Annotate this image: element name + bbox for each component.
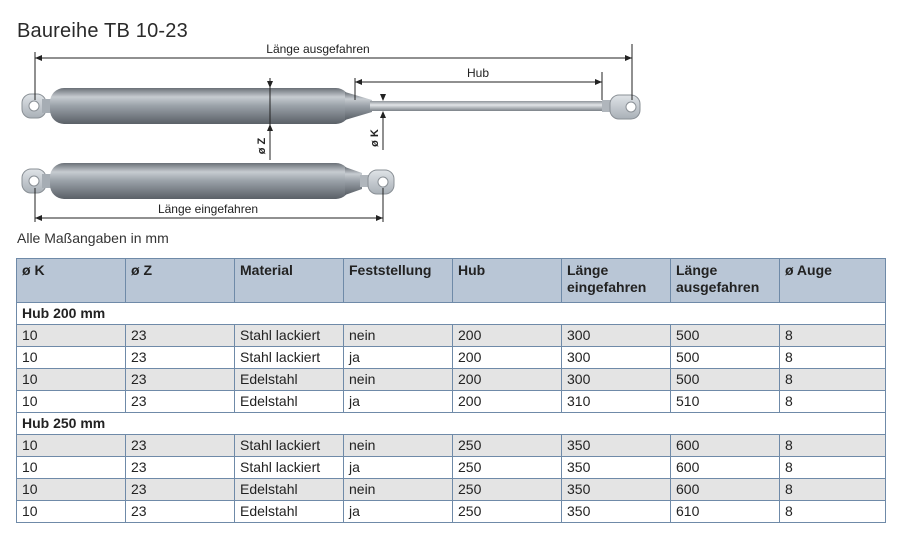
cell-lock: ja xyxy=(344,457,453,479)
table-row xyxy=(17,501,886,523)
cell-dk: 10 xyxy=(17,347,126,369)
retracted-length-label: Länge eingefahren xyxy=(157,202,259,216)
cell-lock: nein xyxy=(344,435,453,457)
cell-lock: nein xyxy=(344,479,453,501)
cell-material: Edelstahl xyxy=(235,391,344,413)
table-row xyxy=(17,435,886,457)
cell-eye: 8 xyxy=(780,347,886,369)
cell-stroke: 200 xyxy=(453,325,562,347)
column-header: ø K xyxy=(17,259,126,303)
cell-length-extended: 500 xyxy=(671,369,780,391)
cell-length-retracted: 350 xyxy=(562,435,671,457)
cell-dz: 23 xyxy=(126,325,235,347)
cell-eye: 8 xyxy=(780,325,886,347)
column-header: Länge eingefahren xyxy=(562,259,671,303)
gas-spring-diagram xyxy=(0,0,900,230)
group-label: Hub 250 mm xyxy=(17,413,886,435)
cell-dz: 23 xyxy=(126,435,235,457)
cell-length-extended: 510 xyxy=(671,391,780,413)
extended-spring xyxy=(22,88,640,124)
cell-length-extended: 600 xyxy=(671,457,780,479)
cell-lock: ja xyxy=(344,501,453,523)
cell-material: Stahl lackiert xyxy=(235,435,344,457)
cell-lock: nein xyxy=(344,369,453,391)
cell-stroke: 250 xyxy=(453,435,562,457)
cell-dz: 23 xyxy=(126,347,235,369)
cell-length-retracted: 310 xyxy=(562,391,671,413)
page-title: Baureihe TB 10-23 xyxy=(17,20,188,42)
cell-length-extended: 600 xyxy=(671,435,780,457)
cell-lock: ja xyxy=(344,347,453,369)
spec-table xyxy=(16,258,886,523)
cell-stroke: 250 xyxy=(453,457,562,479)
cell-eye: 8 xyxy=(780,369,886,391)
cell-dz: 23 xyxy=(126,457,235,479)
table-row xyxy=(17,369,886,391)
cell-stroke: 200 xyxy=(453,347,562,369)
table-row xyxy=(17,325,886,347)
cell-length-retracted: 350 xyxy=(562,501,671,523)
cell-eye: 8 xyxy=(780,479,886,501)
column-header: Material xyxy=(235,259,344,303)
cell-dk: 10 xyxy=(17,369,126,391)
cell-length-retracted: 300 xyxy=(562,347,671,369)
cell-dz: 23 xyxy=(126,501,235,523)
cell-eye: 8 xyxy=(780,435,886,457)
table-row xyxy=(17,391,886,413)
column-header: Feststellung xyxy=(344,259,453,303)
cell-length-retracted: 350 xyxy=(562,479,671,501)
cell-dk: 10 xyxy=(17,457,126,479)
diameter-z-label: ø Z xyxy=(256,137,268,155)
diameter-k-label: ø K xyxy=(369,129,381,147)
cell-material: Stahl lackiert xyxy=(235,325,344,347)
cell-eye: 8 xyxy=(780,457,886,479)
cell-dz: 23 xyxy=(126,391,235,413)
cell-length-extended: 500 xyxy=(671,347,780,369)
units-note: Alle Maßangaben in mm xyxy=(17,230,169,246)
cell-dz: 23 xyxy=(126,479,235,501)
table-body xyxy=(17,303,886,523)
column-header: Länge ausgefahren xyxy=(671,259,780,303)
cell-dk: 10 xyxy=(17,391,126,413)
table-header-row xyxy=(17,259,886,303)
table-row xyxy=(17,347,886,369)
cell-length-extended: 500 xyxy=(671,325,780,347)
retracted-spring xyxy=(22,163,394,199)
cell-material: Stahl lackiert xyxy=(235,347,344,369)
column-header: ø Auge xyxy=(780,259,886,303)
column-header: Hub xyxy=(453,259,562,303)
cell-stroke: 250 xyxy=(453,501,562,523)
cell-eye: 8 xyxy=(780,501,886,523)
cell-lock: ja xyxy=(344,391,453,413)
cell-stroke: 250 xyxy=(453,479,562,501)
cell-length-retracted: 300 xyxy=(562,369,671,391)
cell-lock: nein xyxy=(344,325,453,347)
cell-length-extended: 600 xyxy=(671,479,780,501)
column-header: ø Z xyxy=(126,259,235,303)
group-header-row xyxy=(17,303,886,325)
cell-material: Stahl lackiert xyxy=(235,457,344,479)
cell-length-retracted: 350 xyxy=(562,457,671,479)
extended-length-label: Länge ausgefahren xyxy=(266,42,370,56)
cell-length-extended: 610 xyxy=(671,501,780,523)
cell-length-retracted: 300 xyxy=(562,325,671,347)
cell-stroke: 200 xyxy=(453,391,562,413)
cell-dz: 23 xyxy=(126,369,235,391)
cell-dk: 10 xyxy=(17,501,126,523)
cell-dk: 10 xyxy=(17,479,126,501)
table-row xyxy=(17,457,886,479)
group-header-row xyxy=(17,413,886,435)
cell-stroke: 200 xyxy=(453,369,562,391)
cell-material: Edelstahl xyxy=(235,369,344,391)
cell-dk: 10 xyxy=(17,325,126,347)
cell-material: Edelstahl xyxy=(235,479,344,501)
group-label: Hub 200 mm xyxy=(17,303,886,325)
table-row xyxy=(17,479,886,501)
cell-material: Edelstahl xyxy=(235,501,344,523)
cell-dk: 10 xyxy=(17,435,126,457)
cell-eye: 8 xyxy=(780,391,886,413)
stroke-label: Hub xyxy=(466,66,490,80)
